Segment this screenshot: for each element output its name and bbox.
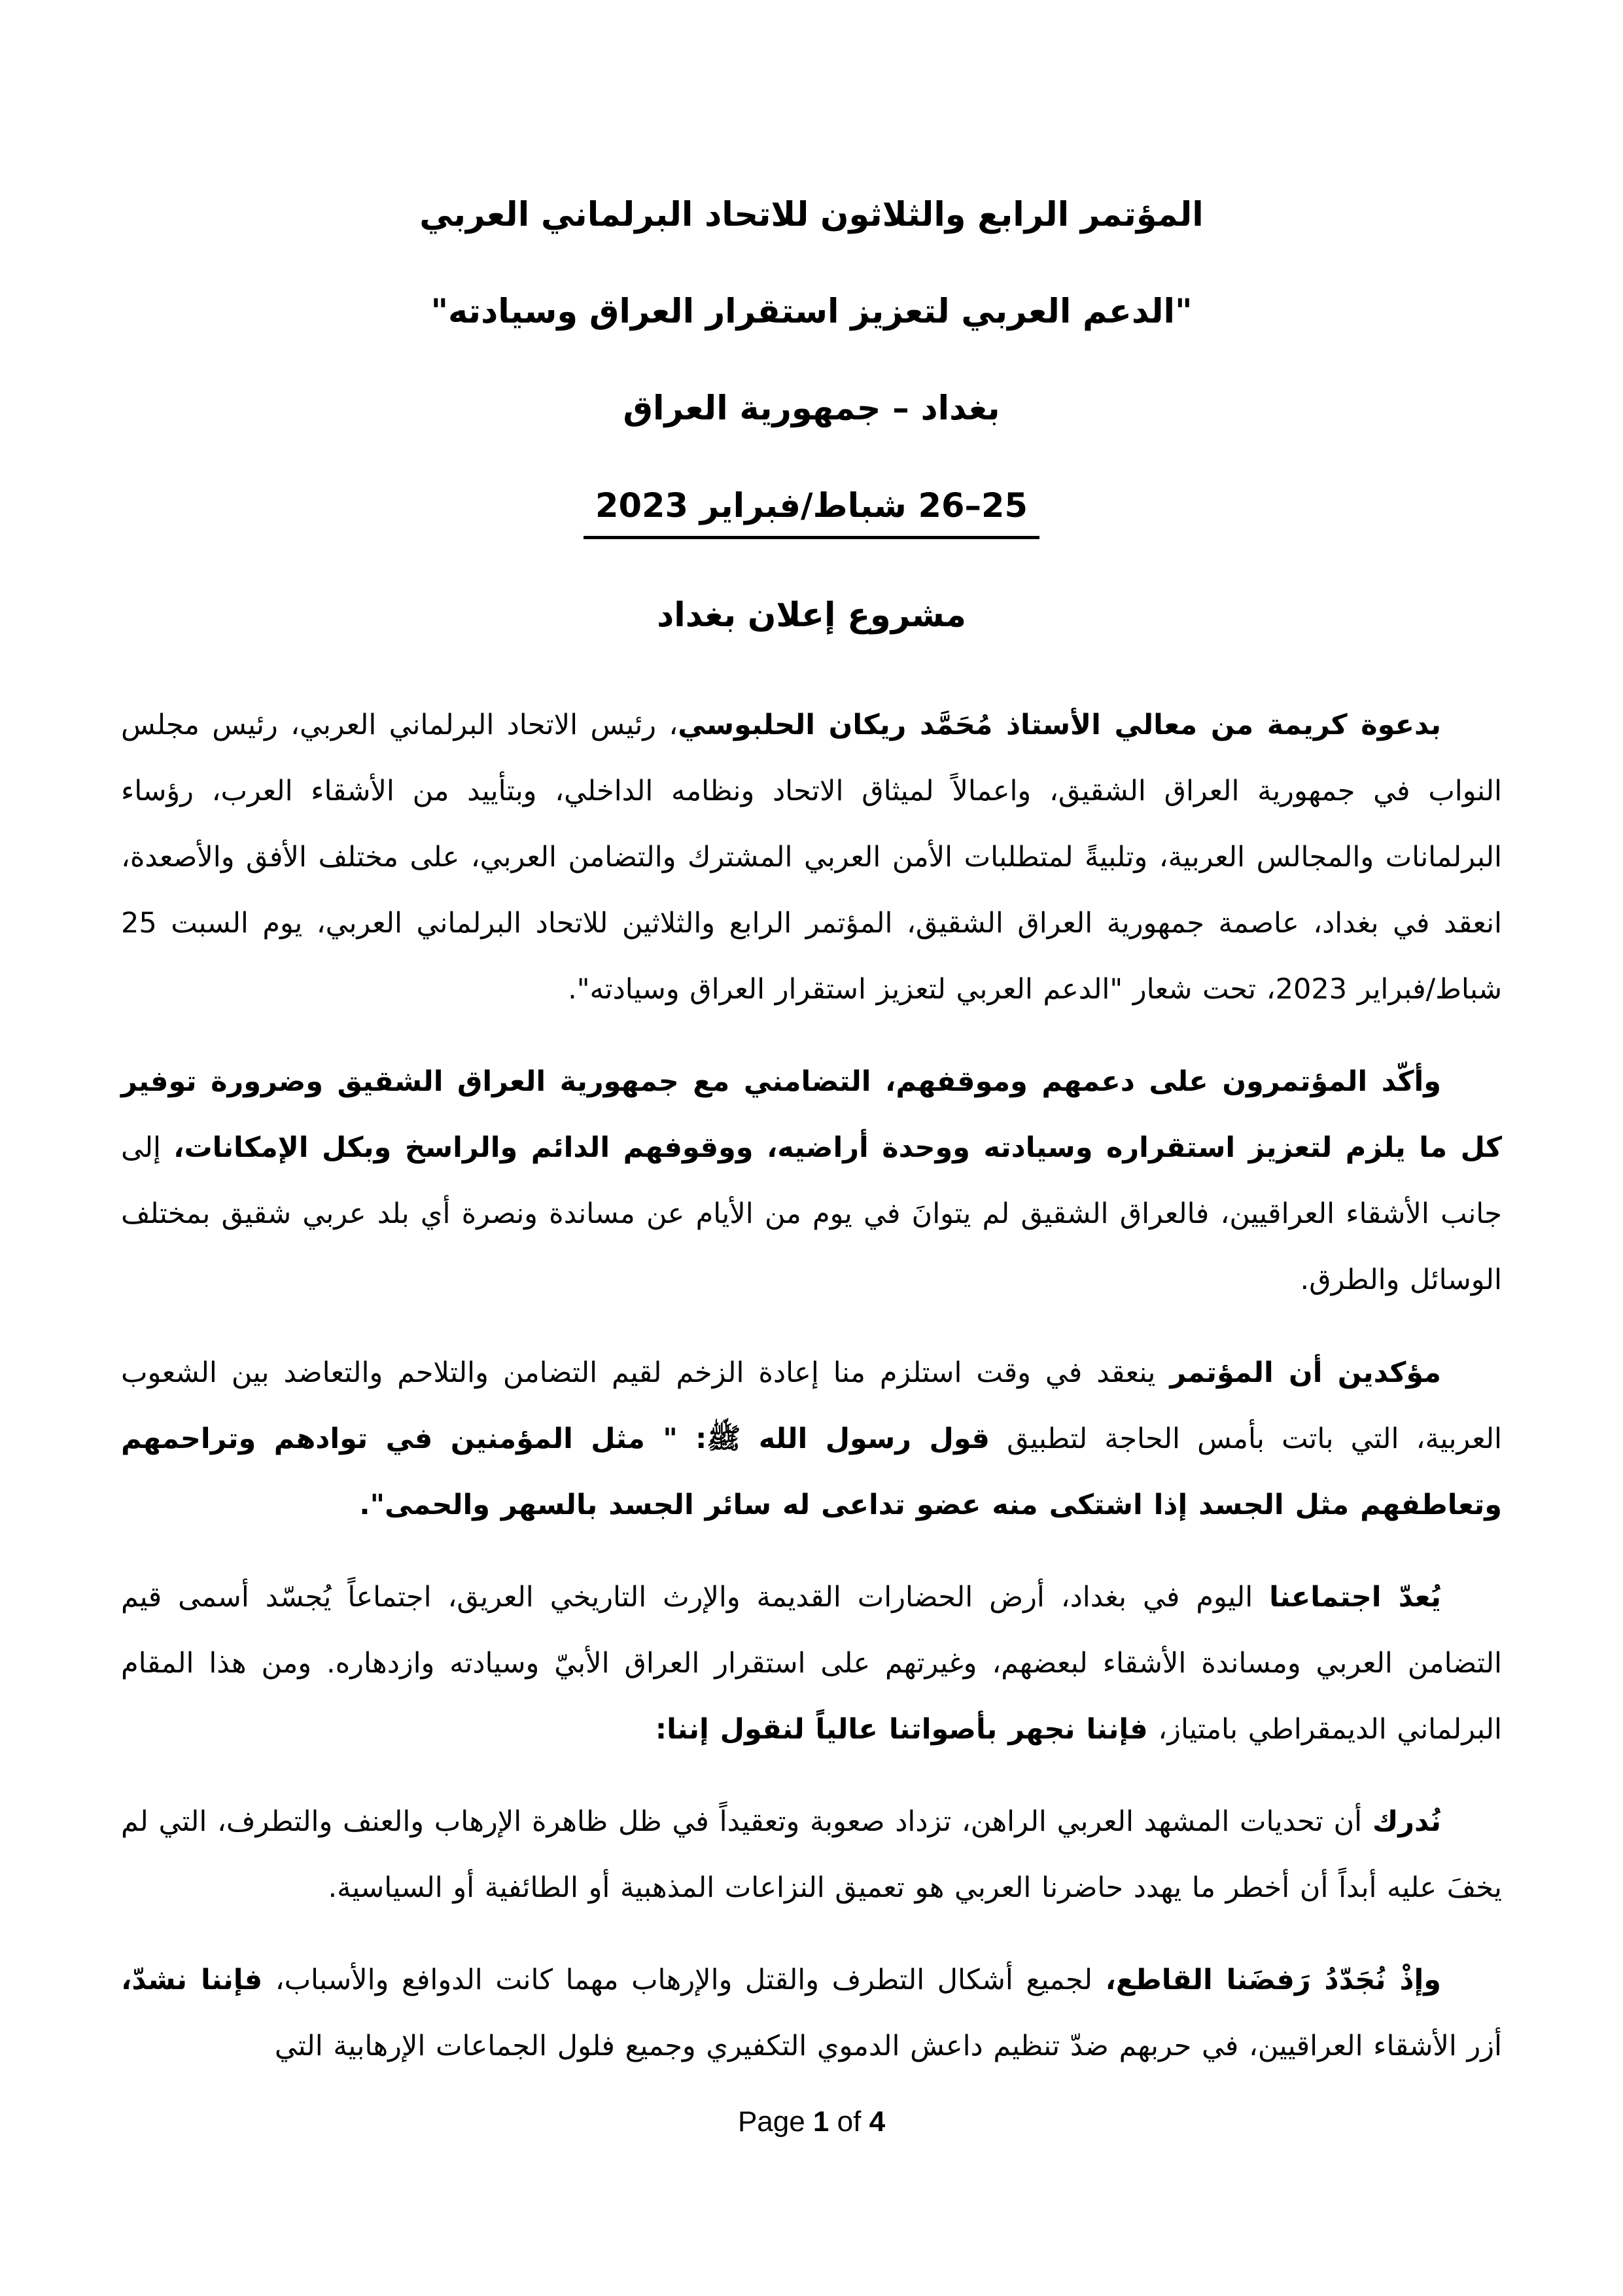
text-run: فإننا نشدّ، bbox=[121, 1963, 263, 1996]
text-run: أن تحديات المشهد العربي الراهن، تزداد صعوبة وتعقيداً في ظل ظاهرة الإرهاب والعنف والتطرف، التي لم يخفَ عليه أبداً أن أخطر ما يهدد حاضرنا العربي هو تعميق النزاعات المذهبية أو الطائفية أو السياسية. bbox=[121, 1805, 1502, 1904]
declaration-body bbox=[121, 692, 1502, 2079]
conference-date: 25–26 شباط/فبراير 2023 bbox=[584, 486, 1039, 539]
paragraph-solidarity bbox=[121, 1049, 1502, 1313]
text-run: ينعقد في وقت استلزم منا إعادة الزخم لقيم التضامن والتلاحم والتعاضد بين الشعوب العربية، التي باتت بأمس الحاجة لتطبيق bbox=[121, 1356, 1502, 1455]
text-run: أزر الأشقاء العراقيين، في حربهم ضدّ تنظيم داعش الدموي التكفيري وجميع فلول الجماعات الإرهابية التي bbox=[274, 2029, 1502, 2062]
conference-location: بغداد – جمهورية العراق bbox=[623, 389, 1000, 429]
page-count: 4 bbox=[869, 2106, 886, 2138]
text-run: نُدرك bbox=[1372, 1805, 1441, 1838]
paragraph-invitation bbox=[121, 692, 1502, 1023]
conference-title: المؤتمر الرابع والثلاثون للاتحاد البرلماني العربي bbox=[419, 196, 1204, 234]
text-run: قول رسول الله ﷺ: " مثل المؤمنين في توادهم وتراحمهم وتعاطفهم مثل الجسد إذا اشتكى منه عضو تداعى له سائر الجسد بالسهر والحمى". bbox=[121, 1422, 1502, 1521]
text-run: لجميع أشكال التطرف والقتل والإرهاب مهما كانت الدوافع والأسباب، bbox=[262, 1963, 1106, 1996]
text-run: وأكّد المؤتمرون على دعمهم وموقفهم، التضامني مع جمهورية العراق الشقيق وضرورة توفير كل ما يلزم لتعزيز استقراره وسيادته ووحدة أراضيه، ووقوفهم الدائم والراسخ وبكل الإمكانات، bbox=[121, 1065, 1502, 1165]
page-footer bbox=[0, 2106, 1623, 2138]
text-run: فإننا نجهر بأصواتنا عالياً لنقول إننا: bbox=[655, 1712, 1148, 1746]
text-run: يُعدّ اجتماعنا bbox=[1269, 1580, 1441, 1614]
title-block bbox=[0, 0, 1623, 636]
paragraph-rejection bbox=[121, 1947, 1502, 2079]
paragraph-meeting bbox=[121, 1564, 1502, 1763]
document-subtitle: مشروع إعلان بغداد bbox=[657, 595, 966, 635]
conference-slogan: "الدعم العربي لتعزيز استقرار العراق وسيادته" bbox=[430, 292, 1193, 332]
text-run: اليوم في بغداد، أرض الحضارات القديمة والإرث التاريخي العريق، اجتماعاً يُجسّد أسمى قيم التضامن العربي ومساندة الأشقاء لبعضهم، وغيرتهم على استقرار العراق الأبيّ وسيادته وازدهاره. ومن هذا المقام البرلماني الديمقراطي بامتياز، bbox=[121, 1580, 1502, 1746]
text-run: إلى جانب الأشقاء العراقيين، فالعراق الشقيق لم يتوانَ في يوم من الأيام عن مساندة ونصرة أي بلد عربي شقيق بمختلف الوسائل والطرق. bbox=[121, 1131, 1502, 1297]
footer-label: Page bbox=[737, 2106, 813, 2138]
text-run: وإذْ نُجَدّدُ رَفضَنا القاطع، bbox=[1105, 1963, 1441, 1996]
text-run: بدعوة كريمة من معالي الأستاذ مُحَمَّد ريكان الحلبوسي bbox=[678, 709, 1441, 742]
footer-of-label: of bbox=[829, 2106, 869, 2138]
text-run: ، رئيس الاتحاد البرلماني العربي، رئيس مجلس النواب في جمهورية العراق الشقيق، واعمالاً لميثاق الاتحاد ونظامه الداخلي، وبتأييد من الأشقاء العرب، رؤساء البرلمانات والمجالس العربية، وتلبيةً لمتطلبات الأمن العربي المشترك والتضامن العربي، على مختلف الأفق والأصعدة، انعقد في بغداد، عاصمة جمهورية العراق الشقيق، المؤتمر الرابع والثلاثين للاتحاد البرلماني العربي، يوم السبت 25 شباط/فبراير 2023، تحت شعار "الدعم العربي لتعزيز استقرار العراق وسيادته". bbox=[121, 709, 1502, 1006]
paragraph-hadith bbox=[121, 1340, 1502, 1538]
conference-date-line bbox=[0, 486, 1623, 539]
page-number: 1 bbox=[812, 2106, 829, 2138]
text-run: مؤكدين أن المؤتمر bbox=[1170, 1356, 1441, 1389]
paragraph-challenges bbox=[121, 1789, 1502, 1921]
